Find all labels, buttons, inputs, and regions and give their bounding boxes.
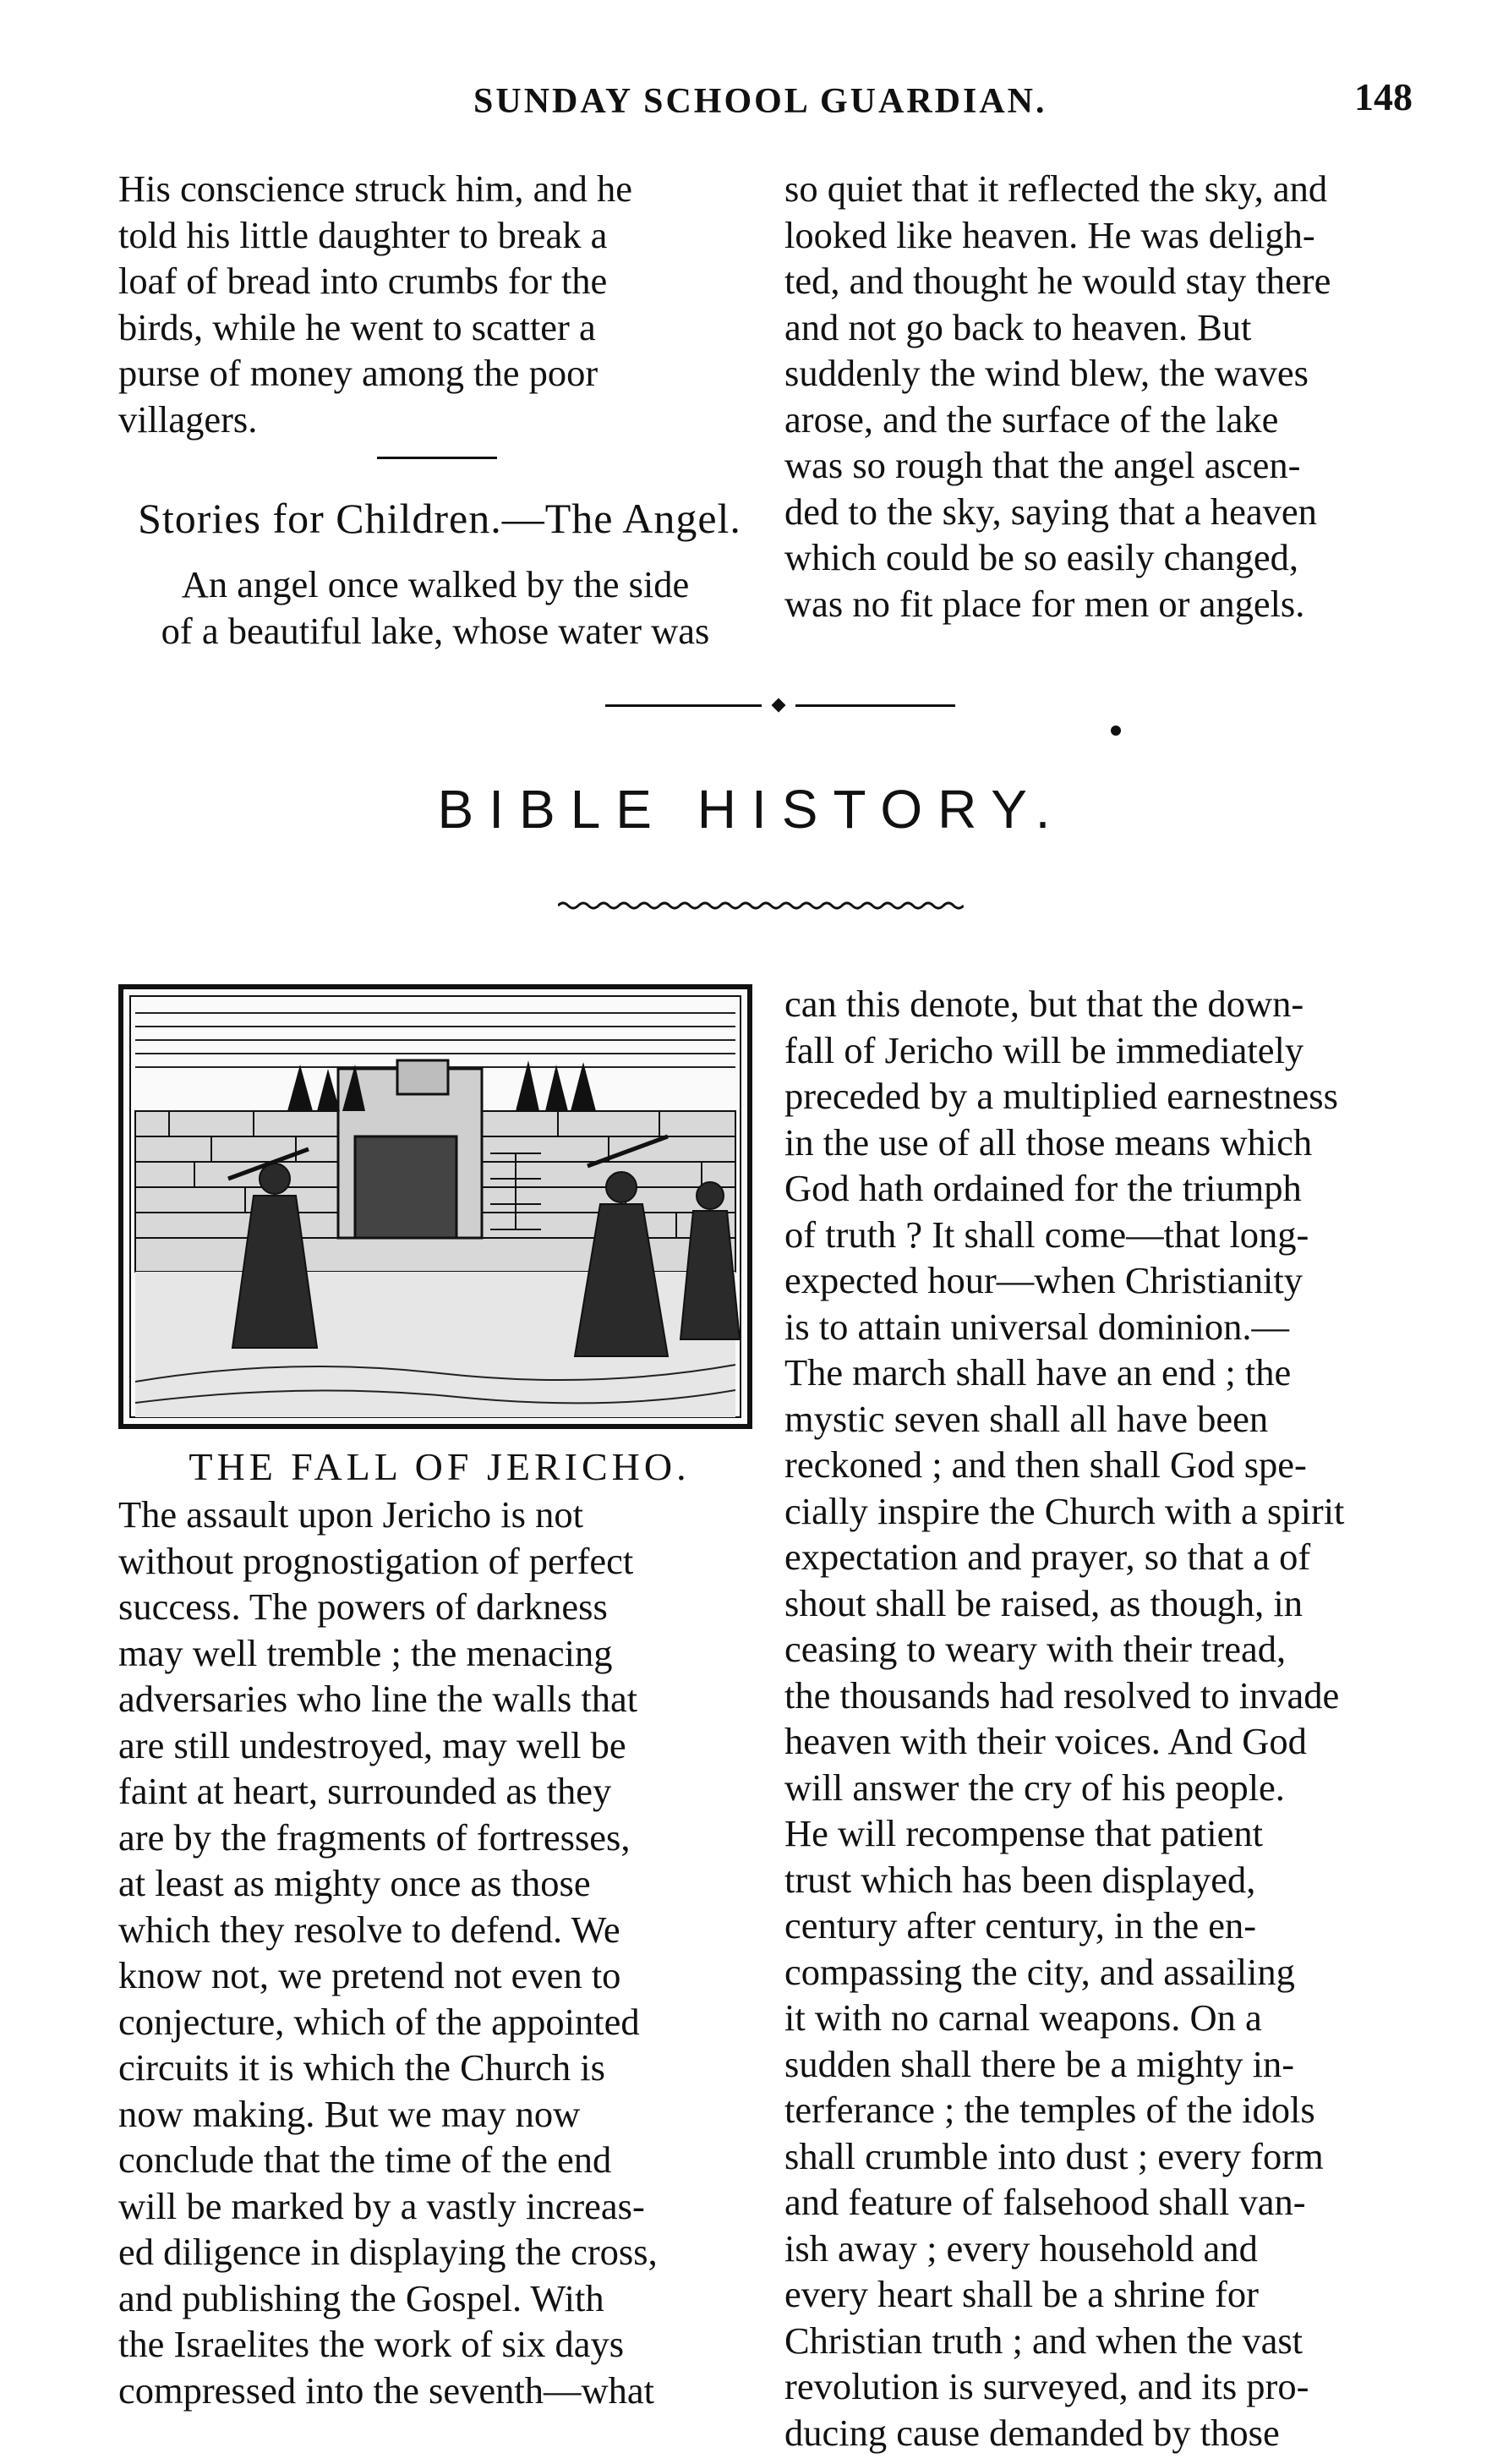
- page-number: 148: [1354, 75, 1413, 118]
- bottom-right-column-text: can this denote, but that the down- fall of Jericho will be immediately preceded by a multiplied earnestness in the use of all those means which God hath ordained for the triumph of truth ? It shall come—that long- expected hour—when Christianity is to attain universal dominion.— The march shall have an end ; the mystic seven shall all have been reckoned ; and then shall God spe- cially inspire the Church with a spirit expectation and prayer, so that a of shout shall be raised, as though, in ceasing to weary with their tread, the thousands had resolved to invade heaven with their voices. And God will answer the cry of his people. He will recompense that patient trust which has been displayed, century after century, in the en- compassing the city, and assailing it with no carnal weapons. On a sudden shall there be a mighty in- terferance ; the temples of the idols shall crumble into dust ; every form and feature of falsehood shall van- ish away ; every household and every heart shall be a shrine for Christian truth ; and when the vast revolution is surveyed, and its pro- ducing cause demanded by those: [784, 983, 1345, 2454]
- story-separator-rule: [377, 457, 497, 459]
- diamond-ornament-icon: [772, 698, 786, 713]
- stray-dot: [1111, 726, 1121, 736]
- woodcut-caption: THE FALL OF JERICHO.: [189, 1445, 691, 1488]
- woodcut-fall-of-jericho: [118, 984, 752, 1429]
- story-heading: Stories for Children.—The Angel.: [138, 495, 741, 542]
- running-head: SUNDAY SCHOOL GUARDIAN.: [473, 82, 1047, 121]
- top-left-column-text: His conscience struck him, and he told his little daughter to break a loaf of bread into crumbs for the birds, while he went to scatter a purse of money among the poor villagers.: [118, 167, 632, 441]
- bottom-left-column-text: The assault upon Jericho is not without prognostigation of perfect success. The powers of darkness may well tremble ; the menacing adversaries who line the walls that are still undestroyed, may well be faint at heart, surrounded as they are by the fragments of fortresses, at least as mighty once as those which they resolve to defend. We know not, we pretend not even to conjecture, which of the appointed circuits it is which the Church is now making. But we may now conclude that the time of the end will be marked by a vastly increas- ed diligence in displaying the cross, and publishing the Gospel. With the Israelites the work of six days compressed into the seventh—what: [118, 1493, 658, 2412]
- ornamental-divider: [605, 700, 955, 712]
- section-heading: BIBLE HISTORY.: [437, 779, 1066, 840]
- story-text: An angel once walked by the side of a beautiful lake, whose water was: [161, 563, 710, 652]
- wavy-rule: [558, 900, 964, 912]
- top-right-column-text: so quiet that it reflected the sky, and looked like heaven. He was deligh- ted, and thought he would stay there and not go back to heaven. But suddenly the wind blew, the waves arose, and the surface of the lake was so rough that the angel ascen- ded to the sky, saying that a heaven which could be so easily changed, was no fit place for men or angels.: [784, 167, 1331, 625]
